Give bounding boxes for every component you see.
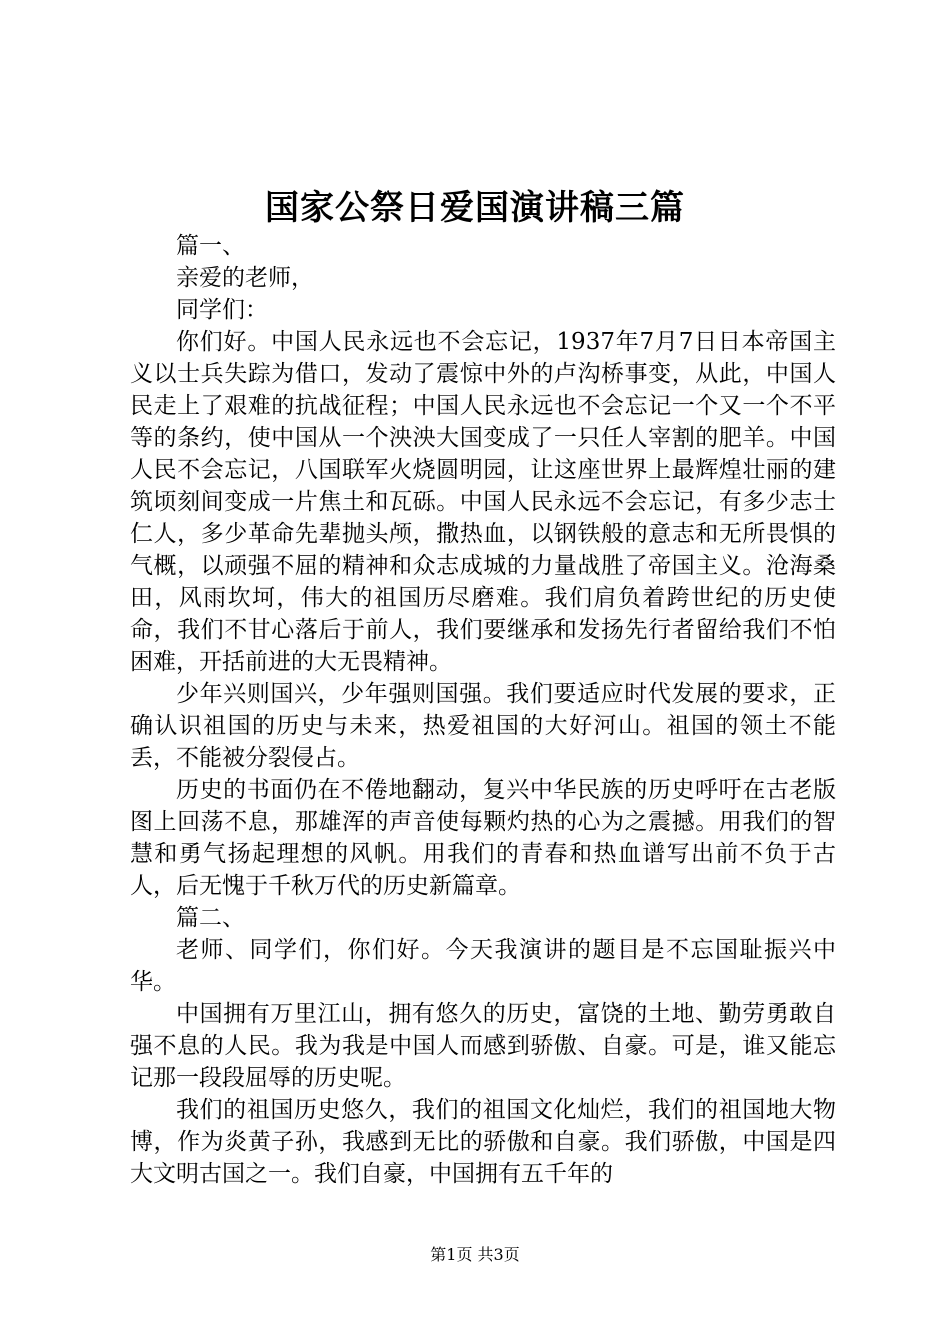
page-number-footer: 第1页 共3页 bbox=[430, 1245, 520, 1264]
document-title: 国家公祭日爱国演讲稿三篇 bbox=[265, 188, 685, 228]
salutation: 亲爱的老师， bbox=[176, 265, 314, 291]
salutation: 同学们： bbox=[176, 297, 268, 323]
section-heading: 篇二、 bbox=[176, 905, 245, 931]
body-paragraph: 老师、同学们，你们好。今天我演讲的题目是不忘国耻振兴中华。 bbox=[130, 937, 836, 995]
body-paragraph: 少年兴则国兴，少年强则国强。我们要适应时代发展的要求，正确认识祖国的历史与未来，热爱祖国的大好河山。祖国的领土不能丢，不能被分裂侵占。 bbox=[130, 681, 836, 771]
body-paragraph: 你们好。中国人民永远也不会忘记，1937年7月7日日本帝国主义以士兵失踪为借口，发动了震惊中外的卢沟桥事变，从此，中国人民走上了艰难的抗战征程；中国人民永远也不会忘记一个又一个不平等的条约，使中国从一个泱泱大国变成了一只任人宰割的肥羊。中国人民不会忘记，八国联军火烧圆明园，让这座世界上最辉煌壮丽的建筑顷刻间变成一片焦土和瓦砾。中国人民永远不会忘记，有多少志士仁人，多少革命先辈抛头颅，撒热血，以钢铁般的意志和无所畏惧的气概，以顽强不屈的精神和众志成城的力量战胜了帝国主义。沧海桑田，风雨坎坷，伟大的祖国历尽磨难。我们肩负着跨世纪的历史使命，我们不甘心落后于前人，我们要继承和发扬先行者留给我们不怕困难，开括前进的大无畏精神。 bbox=[130, 329, 836, 675]
section-heading: 篇一、 bbox=[176, 233, 245, 259]
body-paragraph: 中国拥有万里江山，拥有悠久的历史，富饶的土地、勤劳勇敢自强不息的人民。我为我是中国人而感到骄傲、自豪。可是，谁又能忘记那一段段屈辱的历史呢。 bbox=[130, 1001, 836, 1091]
document-body bbox=[130, 230, 836, 1190]
body-paragraph: 我们的祖国历史悠久，我们的祖国文化灿烂，我们的祖国地大物博，作为炎黄子孙，我感到无比的骄傲和自豪。我们骄傲，中国是四大文明古国之一。我们自豪，中国拥有五千年的 bbox=[130, 1097, 836, 1187]
body-paragraph: 历史的书面仍在不倦地翻动，复兴中华民族的历史呼吁在古老版图上回荡不息，那雄浑的声音使每颗灼热的心为之震撼。用我们的智慧和勇气扬起理想的风帆。用我们的青春和热血谱写出前不负于古人，后无愧于千秋万代的历史新篇章。 bbox=[130, 777, 836, 899]
